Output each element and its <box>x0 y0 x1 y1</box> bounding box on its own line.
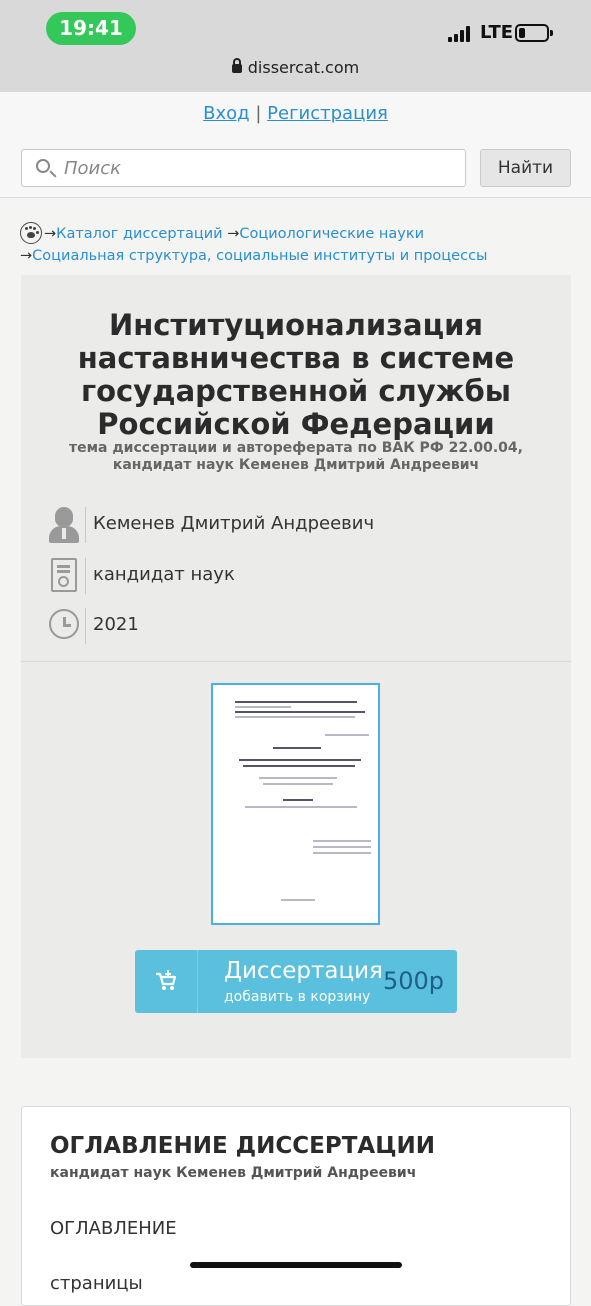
toc-section: ОГЛАВЛЕНИЕ <box>50 1218 177 1239</box>
meta-degree <box>47 556 527 596</box>
home-indicator[interactable] <box>190 1262 402 1268</box>
toc-byline: кандидат наук Кеменев Дмитрий Андреевич <box>50 1165 417 1181</box>
search-button[interactable]: Найти <box>480 149 571 187</box>
buy-sublabel: добавить в корзину <box>224 989 371 1005</box>
page-title: Институционализация наставничества в системе государственной службы Российской Федерации <box>77 308 515 441</box>
table-of-contents <box>21 1106 571 1306</box>
year: 2021 <box>93 614 139 635</box>
breadcrumb-sociology[interactable]: Социологические науки <box>239 226 425 242</box>
author-name: Кеменев Дмитрий Андреевич <box>93 513 375 534</box>
breadcrumb-social-structure[interactable]: Социальная структура, социальные институты и процессы <box>32 248 488 264</box>
dissertation-preview-image[interactable] <box>211 683 380 925</box>
buy-label: Диссертация <box>224 958 383 984</box>
battery-icon <box>515 24 549 42</box>
toc-pages-label: страницы <box>50 1273 143 1294</box>
toc-heading: ОГЛАВЛЕНИЕ ДИССЕРТАЦИИ <box>50 1133 436 1159</box>
meta-author <box>47 505 527 545</box>
dissertation-card <box>21 275 571 1058</box>
degree: кандидат наук <box>93 564 235 585</box>
register-link[interactable]: Регистрация <box>267 103 388 124</box>
url-text: dissercat.com <box>247 58 360 77</box>
meta-year <box>47 606 527 646</box>
auth-links <box>0 103 591 124</box>
search-icon <box>36 159 50 173</box>
lock-icon <box>232 64 242 73</box>
search-input[interactable] <box>64 150 454 186</box>
price: 500р <box>383 967 445 995</box>
add-to-cart-button[interactable] <box>135 950 457 1013</box>
network-type: LTE <box>480 22 514 43</box>
breadcrumb: →Каталог диссертаций →Социологические науки →Социальная структура, социальные институты и процессы <box>20 222 580 267</box>
breadcrumb-catalog[interactable]: Каталог диссертаций <box>56 226 223 242</box>
search-box[interactable] <box>21 149 466 187</box>
person-icon <box>47 505 81 545</box>
login-link[interactable]: Вход <box>203 103 250 124</box>
cart-icon <box>155 970 177 992</box>
auth-separator: | <box>255 103 262 124</box>
status-time: 19:41 <box>46 12 136 45</box>
paw-icon[interactable] <box>20 222 42 244</box>
page-subtitle: тема диссертации и автореферата по ВАК РФ 22.00.04, кандидат наук Кеменев Дмитрий Андреевич <box>69 440 523 473</box>
browser-status-bar <box>0 0 591 92</box>
clock-icon <box>47 606 81 646</box>
address-bar[interactable] <box>0 58 591 77</box>
certificate-icon <box>47 556 81 596</box>
signal-icon <box>448 26 472 42</box>
